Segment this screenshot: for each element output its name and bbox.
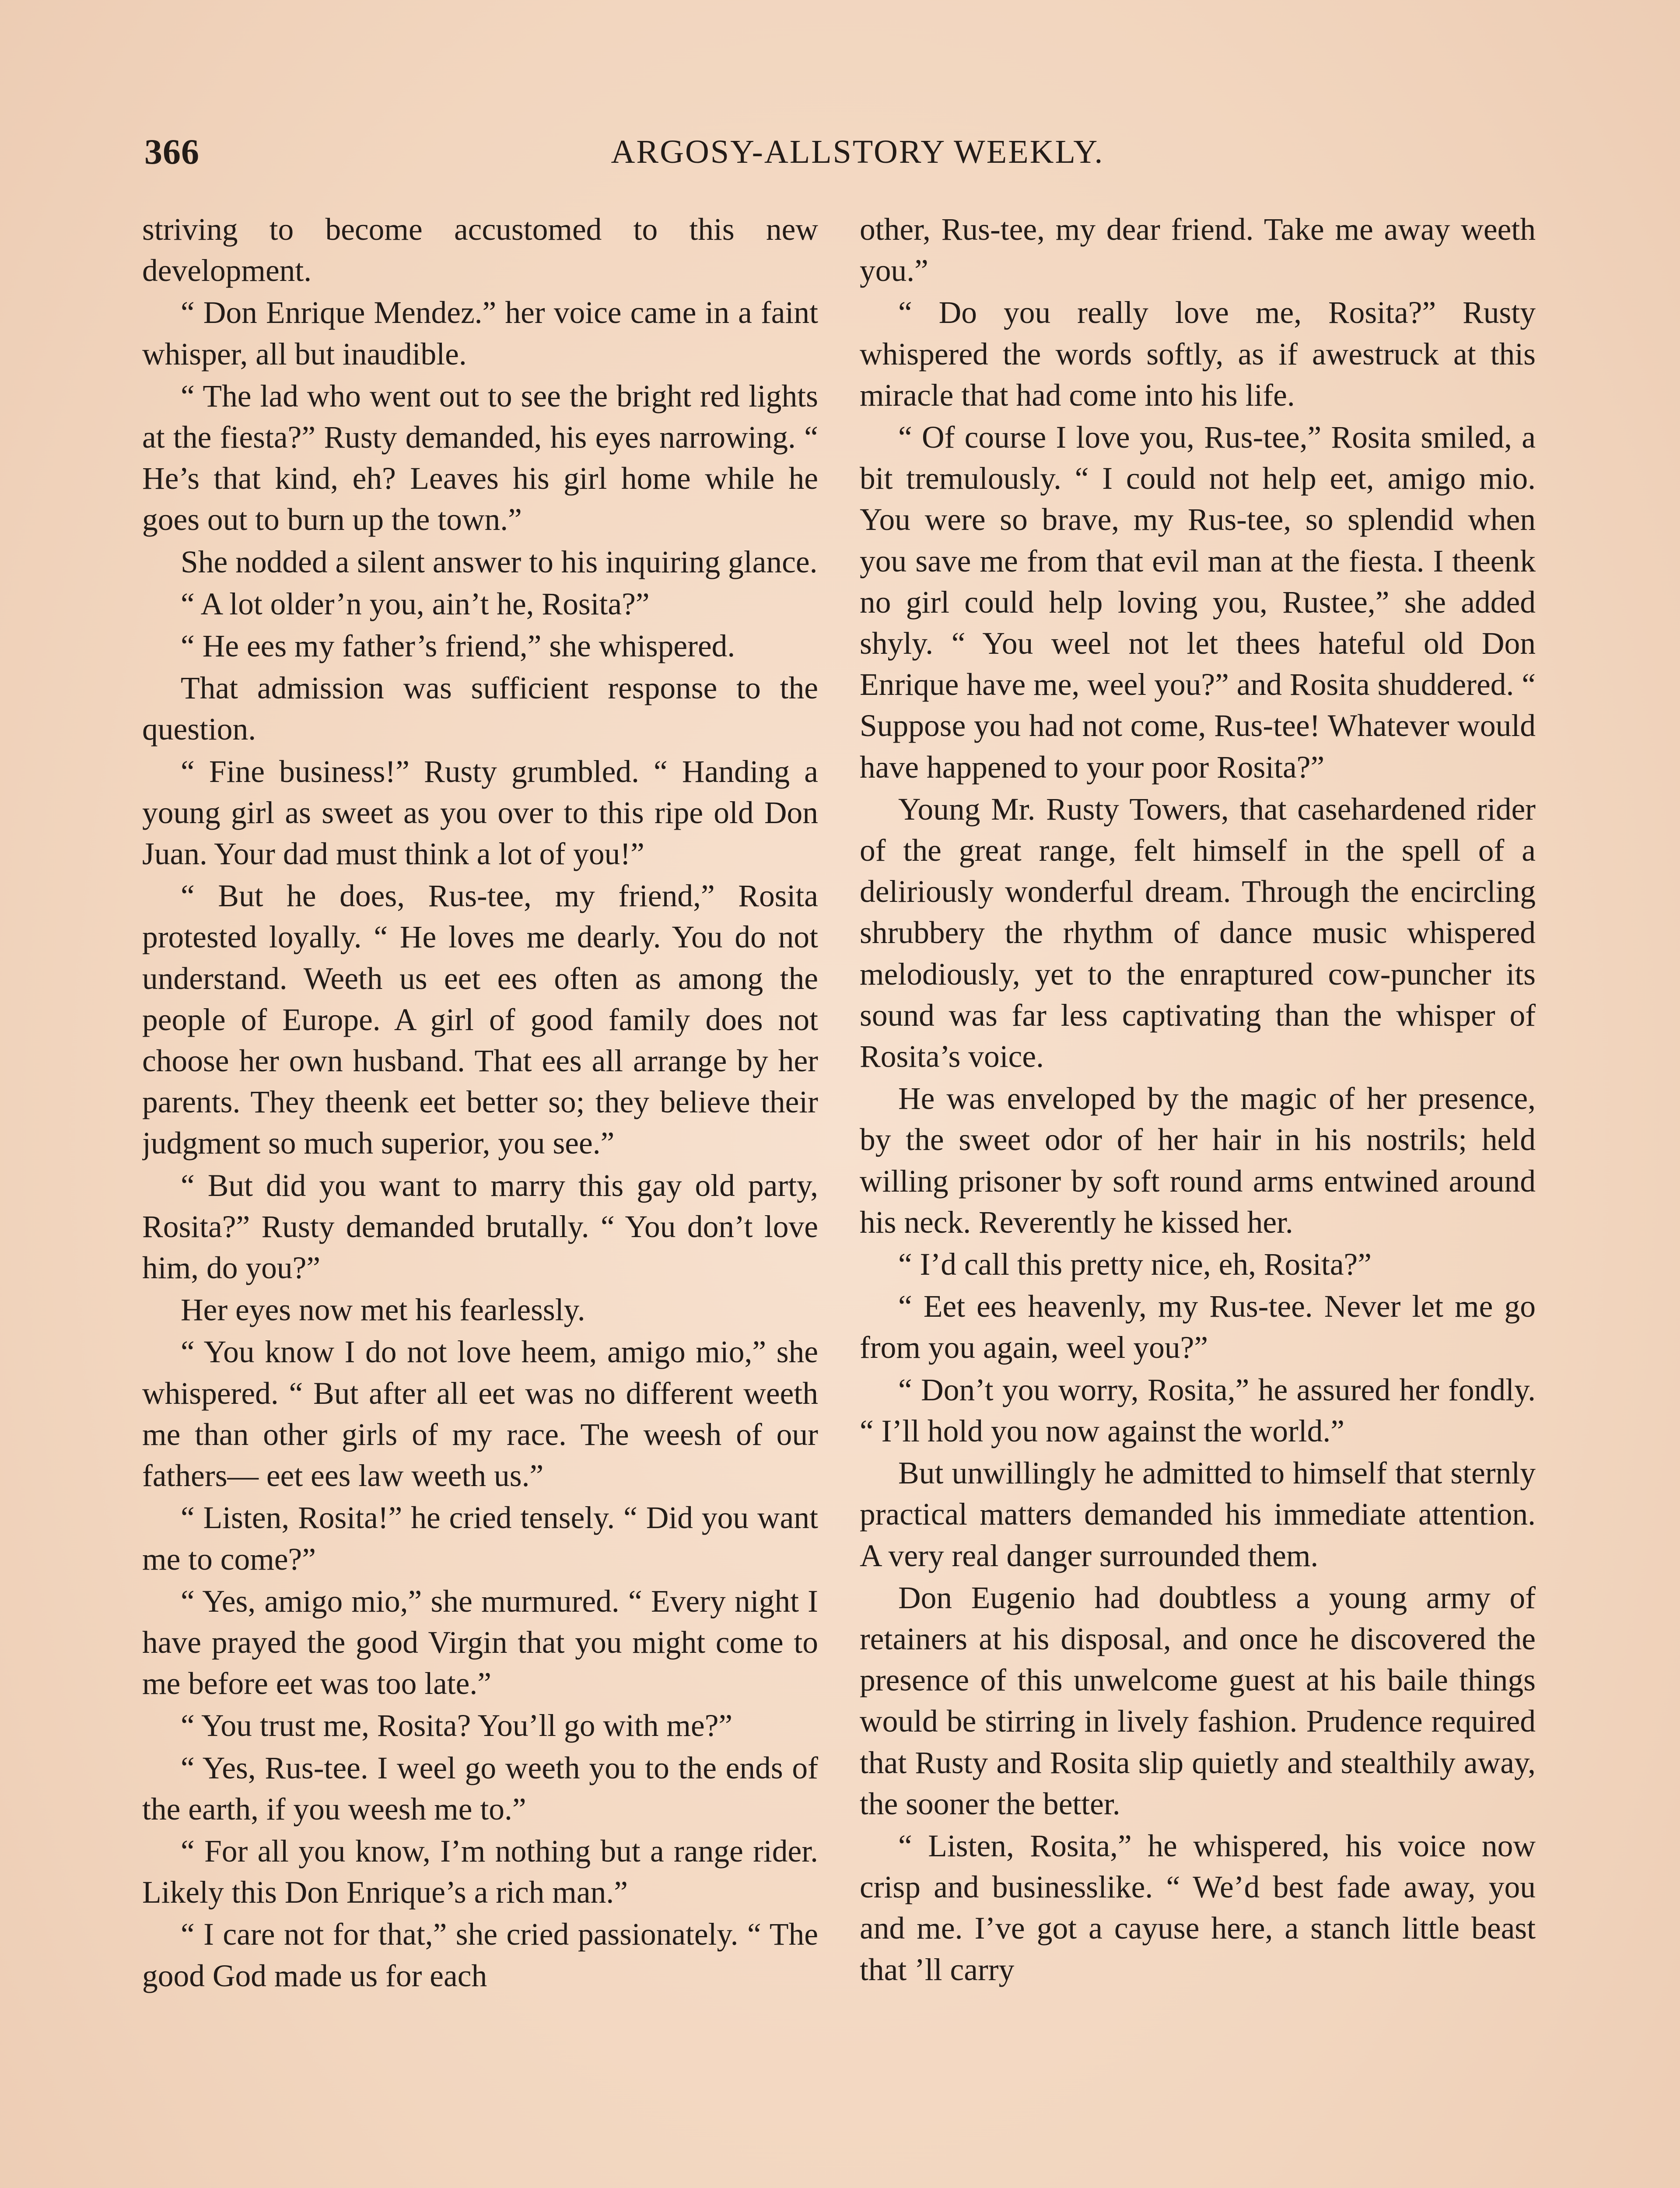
paragraph: “ He ees my father’s friend,” she whispered. [181, 629, 735, 664]
page-number: 366 [144, 132, 200, 172]
right-column [860, 209, 1536, 2188]
paragraph: “ Listen, Rosita,” he whispered, his voice now crisp and businesslike. “ We’d best fade away, you and me. I’ve got a cayuse here, a stanch little beast that ’ll carry [860, 1828, 1536, 1987]
paragraph: She nodded a silent answer to his inquiring glance. [181, 544, 818, 579]
paragraph: “ Eet ees heavenly, my Rus-tee. Never let me go from you again, weel you?” [860, 1289, 1536, 1365]
paragraph: “ But he does, Rus-tee, my friend,” Rosita protested loyally. “ He loves me dearly. You do not understand. Weeth us eet ees often as among the people of Europe. A girl of good family does not choose her own husband. That ees all arrange by her parents. They theenk eet better so; they believe their judgment so much superior, you see.” [142, 879, 818, 1161]
paragraph: “ I care not for that,” she cried passionately. “ The good God made us for each [142, 1917, 818, 1993]
paragraph: “ You know I do not love heem, amigo mio,” she whispered. “ But after all eet was no different weeth me than other girls of my race. The weesh of our fathers— eet ees law weeth us.” [142, 1335, 818, 1494]
paragraph: That admission was sufficient response to the question. [142, 671, 818, 747]
paragraph: He was enveloped by the magic of her presence, by the sweet odor of her hair in his nostrils; held willing prisoner by soft round arms entwined around his neck. Reverently he kissed her. [860, 1081, 1536, 1240]
paragraph: “ Yes, Rus-tee. I weel go weeth you to the ends of the earth, if you weesh me to.” [142, 1750, 818, 1827]
left-column [142, 209, 818, 2188]
page-header [144, 131, 1536, 184]
paragraph: “ A lot older’n you, ain’t he, Rosita?” [181, 586, 650, 621]
paragraph: “ Yes, amigo mio,” she murmured. “ Every night I have prayed the good Virgin that you might come to me before eet was too late.” [142, 1584, 818, 1701]
paragraph: “ Of course I love you, Rus-tee,” Rosita smiled, a bit tremulously. “ I could not help eet, amigo mio. You were so brave, my Rus-tee, so splendid when you save me from that evil man at the fiesta. I theenk no girl could help loving you, Rustee,” she added shyly. “ You weel not let thees hateful old Don Enrique have me, weel you?” and Rosita shuddered. “ Suppose you had not come, Rus-tee! Whatever would have happened to your poor Rosita?” [860, 420, 1536, 785]
paragraph: other, Rus-tee, my dear friend. Take me away weeth you.” [860, 212, 1536, 288]
paragraph: “ But did you want to marry this gay old party, Rosita?” Rusty demanded brutally. “ You don’t love him, do you?” [142, 1168, 818, 1286]
paragraph: But unwillingly he admitted to himself that sternly practical matters demanded his immediate attention. A very real danger surrounded them. [860, 1456, 1536, 1573]
running-head: ARGOSY-ALLSTORY WEEKLY. [611, 133, 1104, 170]
paragraph: “ You trust me, Rosita? You’ll go with me?” [181, 1708, 733, 1743]
paragraph: “ Don’t you worry, Rosita,” he assured her fondly. “ I’ll hold you now against the world.” [860, 1372, 1536, 1448]
paragraph: “ For all you know, I’m nothing but a range rider. Likely this Don Enrique’s a rich man.” [142, 1834, 818, 1910]
paragraph: “ Listen, Rosita!” he cried tensely. “ Did you want me to come?” [142, 1501, 818, 1577]
paragraph: Don Eugenio had doubtless a young army of retainers at his disposal, and once he discovered the presence of this unwelcome guest at his baile things would be stirring in lively fashion. Prudence required that Rusty and Rosita slip quietly and stealthily away, the sooner the better. [860, 1580, 1536, 1821]
paragraph: Young Mr. Rusty Towers, that casehardened rider of the great range, felt himself in the spell of a deliriously wonderful dream. Through the encircling shrubbery the rhythm of dance music whispered melodiously, yet to the enraptured cow-puncher its sound was far less captivating than the whisper of Rosita’s voice. [860, 792, 1536, 1074]
paragraph: “ Do you really love me, Rosita?” Rusty whispered the words softly, as if awestruck at this miracle that had come into his life. [860, 295, 1536, 413]
paragraph: “ Fine business!” Rusty grumbled. “ Handing a young girl as sweet as you over to this ripe old Don Juan. Your dad must think a lot of you!” [142, 754, 818, 872]
paragraph: “ The lad who went out to see the bright red lights at the fiesta?” Rusty demanded, his eyes narrowing. “ He’s that kind, eh? Leaves his girl home while he goes out to burn up the town.” [142, 379, 818, 537]
paragraph: striving to become accustomed to this new development. [142, 212, 818, 288]
paragraph: “ Don Enrique Mendez.” her voice came in a faint whisper, all but inaudible. [142, 295, 818, 372]
paragraph: Her eyes now met his fearlessly. [181, 1293, 585, 1328]
paragraph: “ I’d call this pretty nice, eh, Rosita?” [898, 1247, 1372, 1282]
